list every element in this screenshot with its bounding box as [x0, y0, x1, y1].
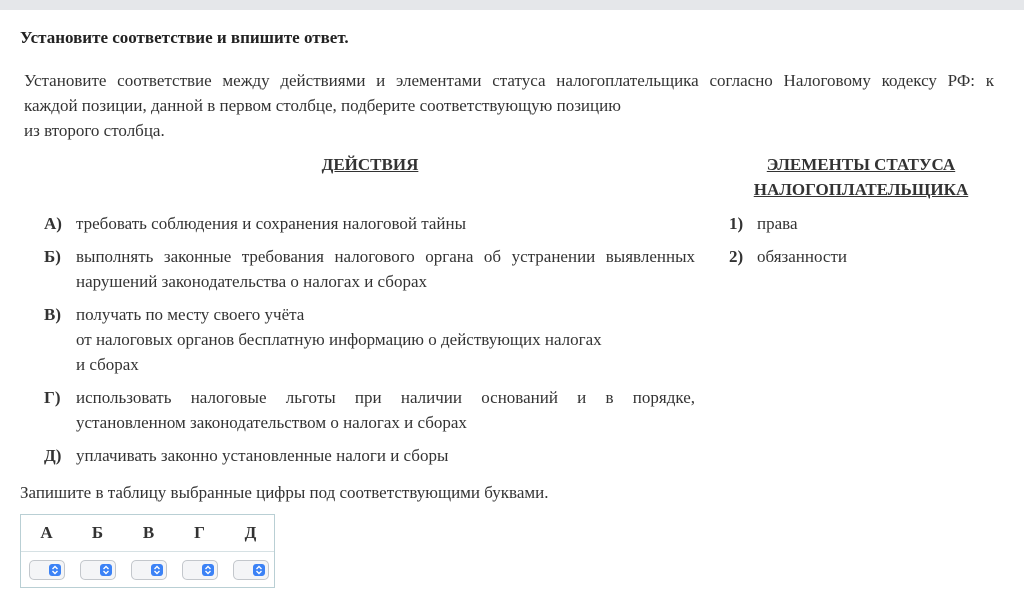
action-text — [76, 385, 695, 435]
select-arrows-icon — [100, 564, 112, 576]
action-line: нарушений законодательства о налогах и сборах — [76, 272, 427, 291]
top-bar — [0, 0, 1024, 10]
task-heading: Установите соответствие и впишите ответ. — [20, 28, 349, 47]
actions-column-title: ДЕЙСТВИЯ — [321, 155, 419, 174]
intro-line: каждой позиции, данной в первом столбце, подберите соответствующую позицию — [24, 96, 621, 115]
action-item-b — [44, 244, 696, 294]
answer-select-b[interactable] — [80, 560, 116, 580]
action-text — [76, 244, 695, 294]
select-arrows-icon — [151, 564, 163, 576]
answer-header-v: В — [142, 523, 155, 542]
action-letter: Д) — [44, 446, 62, 465]
select-arrows-icon — [253, 564, 265, 576]
answer-table-header — [21, 515, 274, 552]
action-line: уплачивать законно установленные налоги и сборы — [76, 446, 449, 465]
elements-title-line: ЭЛЕМЕНТЫ СТАТУСА — [766, 155, 956, 174]
answer-header-d: Д — [244, 523, 257, 542]
action-text — [76, 443, 695, 468]
element-label: обязанности — [757, 247, 847, 266]
action-line: требовать соблюдения и сохранения налоговой тайны — [76, 214, 467, 233]
element-item-1 — [729, 211, 989, 236]
action-letter: А) — [44, 214, 62, 233]
element-number: 1) — [729, 214, 744, 233]
action-item-v — [44, 302, 696, 377]
element-label: права — [757, 214, 798, 233]
intro-line: из второго столбца. — [24, 121, 165, 140]
elements-title-line: НАЛОГОПЛАТЕЛЬЩИКА — [753, 180, 969, 199]
answer-select-d[interactable] — [233, 560, 269, 580]
action-item-d — [44, 443, 696, 468]
action-line: установленном законодательством о налогах и сборах — [76, 413, 467, 432]
action-line: и сборах — [76, 355, 139, 374]
elements-column-title — [716, 152, 1006, 202]
answer-header-g: Г — [194, 523, 205, 542]
answer-table — [20, 514, 275, 588]
action-item-a — [44, 211, 696, 236]
select-arrows-icon — [49, 564, 61, 576]
task-intro — [24, 68, 994, 143]
action-letter: Б) — [44, 247, 61, 266]
action-line: использовать налоговые льготы при наличии оснований и в порядке, — [76, 388, 695, 407]
action-letter: Г) — [44, 388, 61, 407]
element-item-2 — [729, 244, 989, 269]
action-line: выполнять законные требования налогового органа об устранении выявленных — [76, 247, 695, 266]
action-line: от налоговых органов бесплатную информацию о действующих налогах — [76, 330, 602, 349]
action-text — [76, 211, 695, 236]
intro-line: Установите соответствие между действиями и элементами статуса налогоплательщика согласно Налоговому кодексу РФ: к — [24, 71, 994, 90]
answer-header-a: А — [40, 523, 53, 542]
answer-select-g[interactable] — [182, 560, 218, 580]
answer-instruction: Запишите в таблицу выбранные цифры под соответствующими буквами. — [20, 483, 549, 502]
answer-select-a[interactable] — [29, 560, 65, 580]
answer-header-b: Б — [91, 523, 104, 542]
element-number: 2) — [729, 247, 744, 266]
action-line: получать по месту своего учёта — [76, 305, 305, 324]
action-item-g — [44, 385, 696, 435]
action-letter: В) — [44, 305, 61, 324]
select-arrows-icon — [202, 564, 214, 576]
answer-select-v[interactable] — [131, 560, 167, 580]
action-text — [76, 302, 695, 377]
